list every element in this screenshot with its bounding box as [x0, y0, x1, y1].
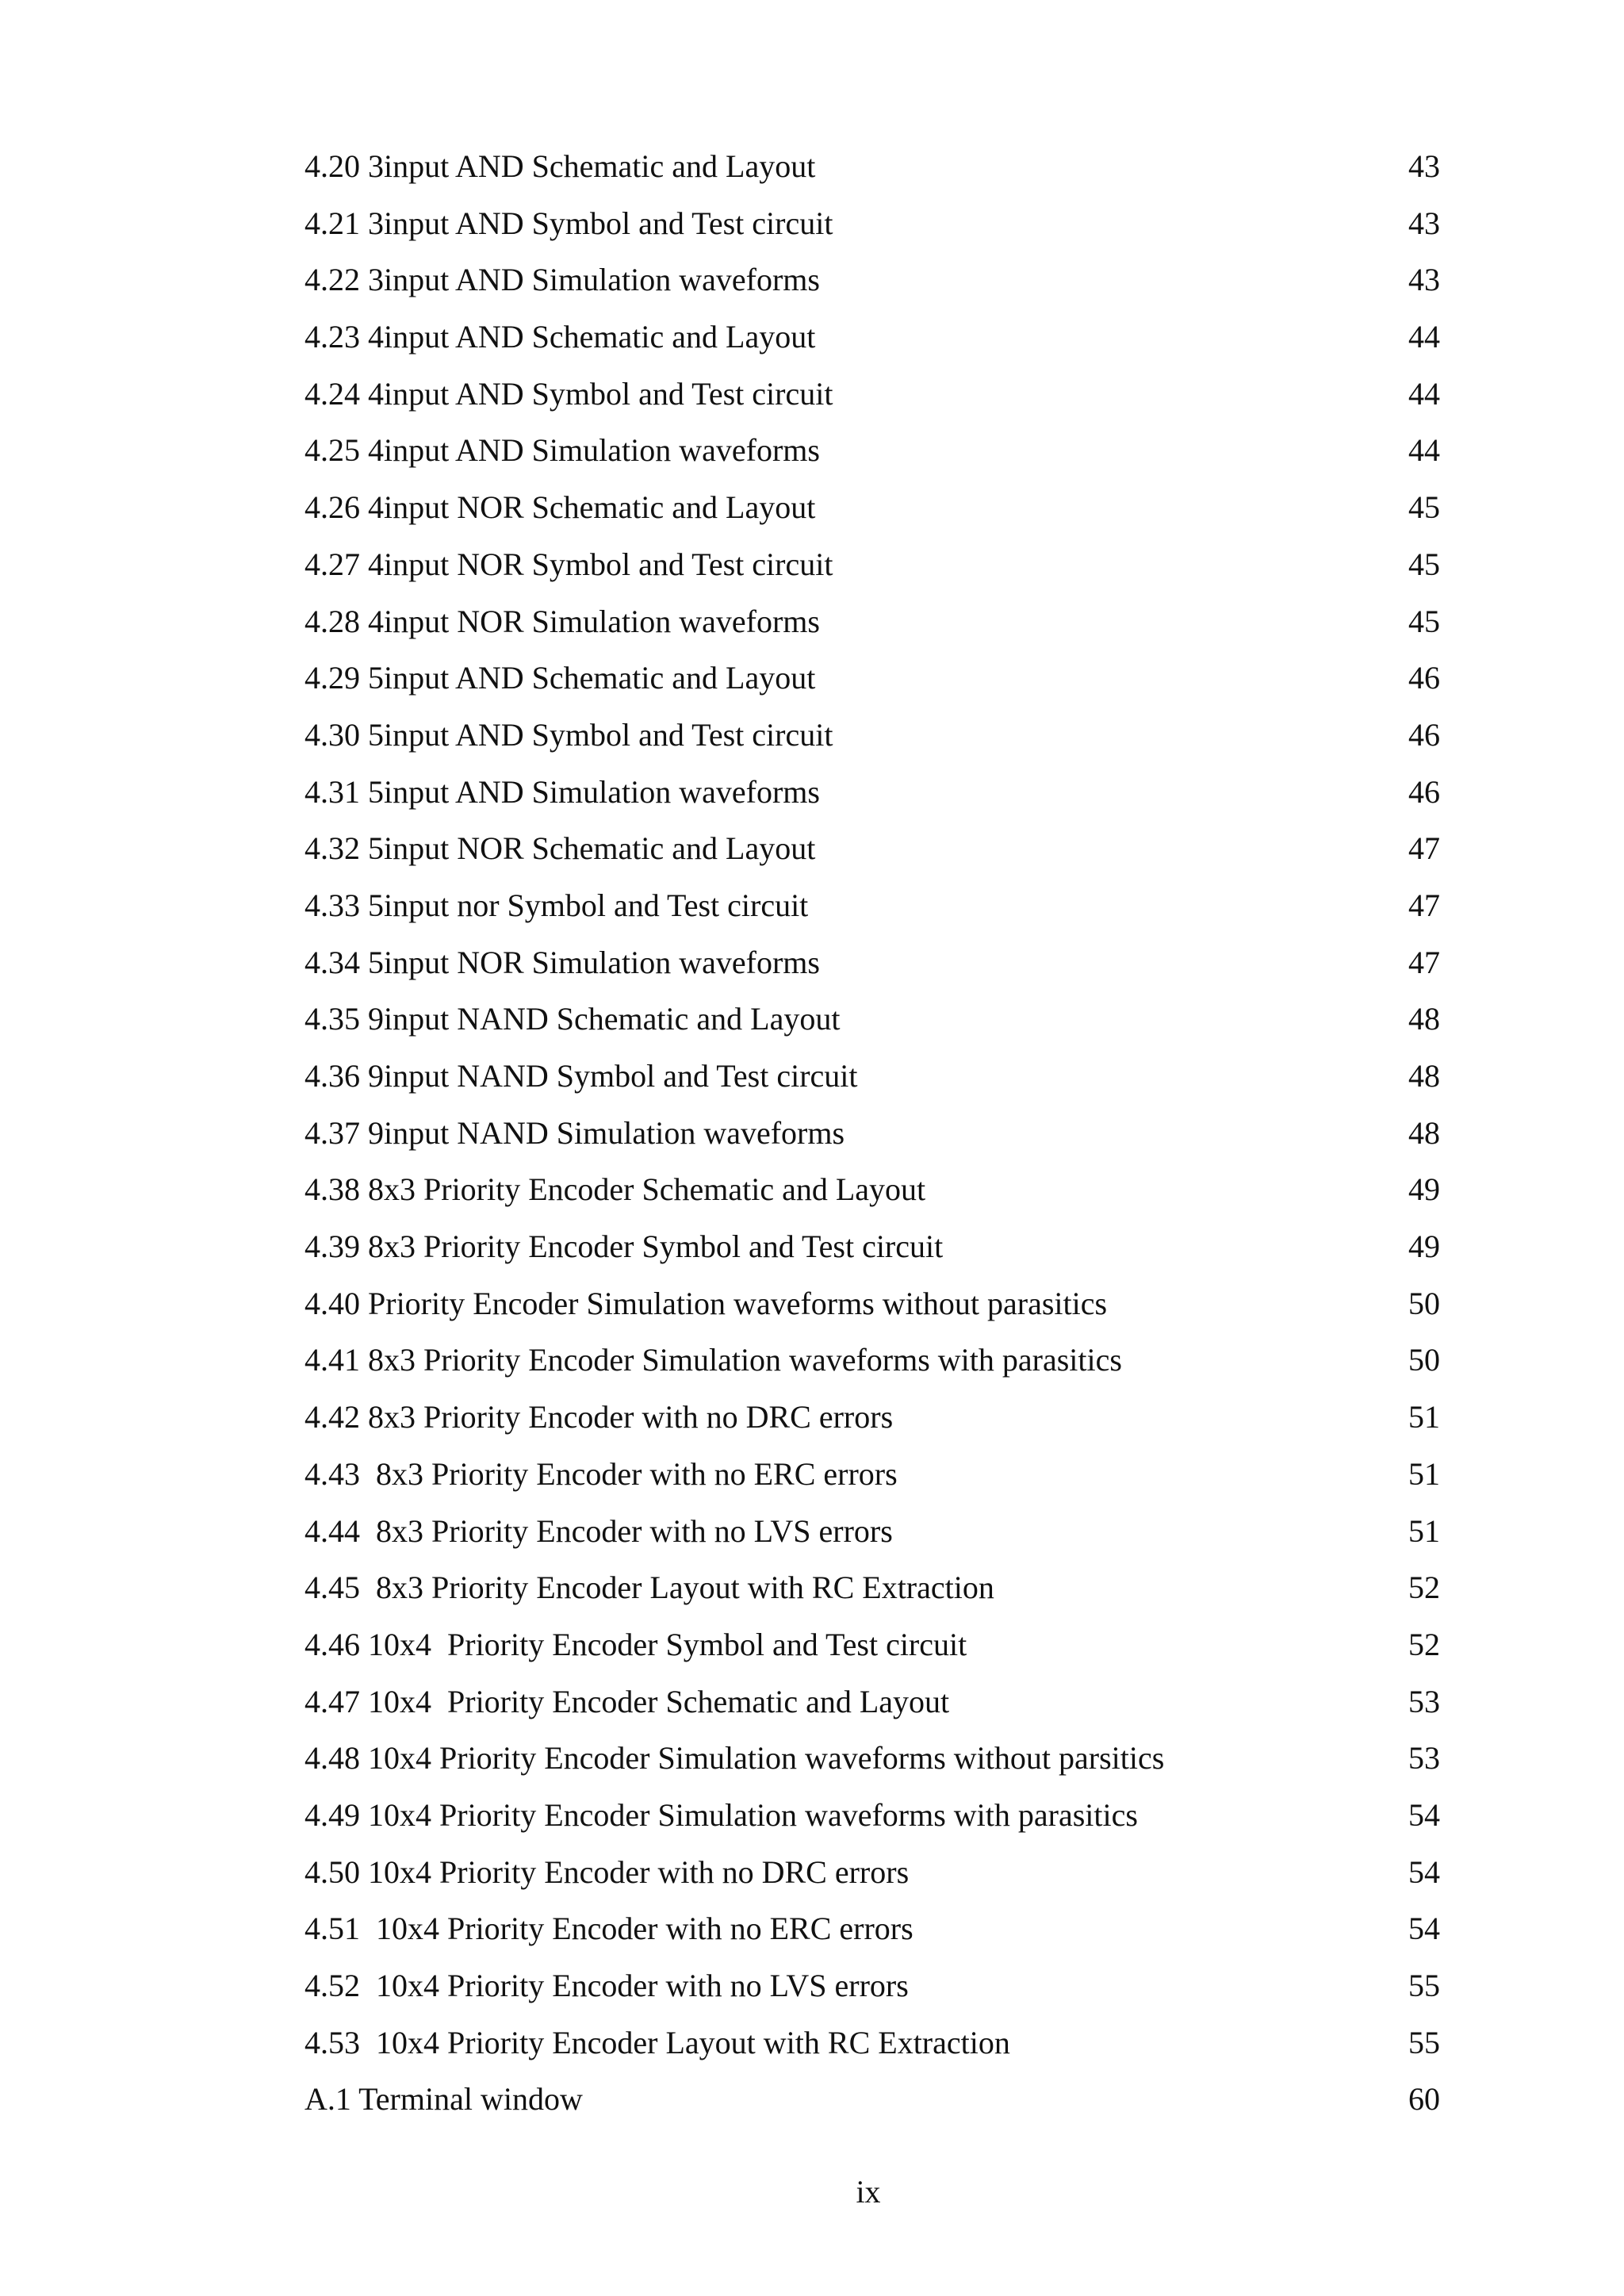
toc-entry-page: 55	[1408, 1968, 1440, 2003]
toc-entry-title: A.1 Terminal window	[304, 2081, 583, 2118]
toc-entry[interactable]	[304, 1224, 1440, 1281]
toc-entry-page: 50	[1408, 1285, 1440, 1321]
toc-entry[interactable]	[304, 769, 1440, 826]
toc-entry[interactable]	[304, 1565, 1440, 1622]
toc-entry-page: 54	[1408, 1911, 1440, 1947]
toc-entry-page: 45	[1408, 603, 1440, 639]
toc-entry-page: 44	[1408, 375, 1440, 412]
toc-entry-title: 4.29 5input AND Schematic and Layout	[304, 660, 816, 696]
toc-entry-page: 60	[1408, 2081, 1440, 2118]
toc-entry-title: 4.47 10x4 Priority Encoder Schematic and Layout	[304, 1683, 950, 1719]
toc-entry-page: 47	[1408, 887, 1440, 923]
toc-entry-page: 49	[1408, 1171, 1440, 1208]
toc-entry-page: 53	[1408, 1683, 1440, 1719]
toc-entry-page: 54	[1408, 1796, 1440, 1833]
toc-entry-page: 52	[1408, 1570, 1440, 1606]
toc-entry-page: 45	[1408, 546, 1440, 582]
toc-entry[interactable]	[304, 201, 1440, 258]
toc-entry[interactable]	[304, 1167, 1440, 1224]
toc-entry-title: 4.24 4input AND Symbol and Test circuit	[304, 375, 833, 412]
toc-entry[interactable]	[304, 1508, 1440, 1566]
toc-entry-page: 44	[1408, 319, 1440, 355]
toc-entry-title: 4.31 5input AND Simulation waveforms	[304, 773, 820, 810]
toc-entry-page: 53	[1408, 1740, 1440, 1777]
toc-entry-title: 4.39 8x3 Priority Encoder Symbol and Test circuit	[304, 1228, 944, 1265]
toc-entry-page: 47	[1408, 944, 1440, 980]
toc-entry[interactable]	[304, 2076, 1440, 2133]
toc-entry[interactable]	[304, 1110, 1440, 1167]
toc-entry-title: 4.33 5input nor Symbol and Test circuit	[304, 887, 809, 923]
toc-entry[interactable]	[304, 144, 1440, 201]
toc-entry-title: 4.51 10x4 Priority Encoder with no ERC errors	[304, 1911, 914, 1947]
toc-entry[interactable]	[304, 1053, 1440, 1110]
toc-entry-page: 46	[1408, 716, 1440, 753]
toc-entry[interactable]	[304, 599, 1440, 656]
toc-entry-title: 4.28 4input NOR Simulation waveforms	[304, 603, 820, 639]
toc-entry-title: 4.27 4input NOR Symbol and Test circuit	[304, 546, 833, 582]
toc-entry[interactable]	[304, 1906, 1440, 1963]
toc-entry-title: 4.50 10x4 Priority Encoder with no DRC errors	[304, 1853, 910, 1890]
page-number: ix	[856, 2174, 881, 2210]
toc-entry[interactable]	[304, 1792, 1440, 1849]
toc-entry-page: 46	[1408, 660, 1440, 696]
toc-entry-page: 51	[1408, 1399, 1440, 1435]
toc-entry[interactable]	[304, 542, 1440, 599]
toc-entry-title: 4.46 10x4 Priority Encoder Symbol and Test circuit	[304, 1626, 967, 1662]
toc-entry-title: 4.36 9input NAND Symbol and Test circuit	[304, 1058, 858, 1094]
toc-entry-page: 43	[1408, 262, 1440, 298]
toc-entry[interactable]	[304, 883, 1440, 940]
toc-entry[interactable]	[304, 371, 1440, 428]
toc-entry-title: 4.38 8x3 Priority Encoder Schematic and Layout	[304, 1171, 926, 1208]
toc-entry-page: 51	[1408, 1512, 1440, 1549]
toc-entry-page: 43	[1408, 148, 1440, 184]
toc-entry-title: 4.45 8x3 Priority Encoder Layout with RC Extraction	[304, 1570, 994, 1606]
toc-entry-title: 4.23 4input AND Schematic and Layout	[304, 319, 816, 355]
toc-entry-title: 4.21 3input AND Symbol and Test circuit	[304, 205, 833, 241]
toc-entry[interactable]	[304, 940, 1440, 997]
toc-entry[interactable]	[304, 712, 1440, 769]
toc-entry-title: 4.49 10x4 Priority Encoder Simulation waveforms with parasitics	[304, 1796, 1138, 1833]
toc-entry-title: 4.48 10x4 Priority Encoder Simulation waveforms without parsitics	[304, 1740, 1165, 1777]
toc-entry-title: 4.22 3input AND Simulation waveforms	[304, 262, 820, 298]
toc-entry-title: 4.20 3input AND Schematic and Layout	[304, 148, 816, 184]
toc-entry[interactable]	[304, 1735, 1440, 1792]
toc-entry-title: 4.26 4input NOR Schematic and Layout	[304, 489, 816, 526]
toc-entry[interactable]	[304, 1394, 1440, 1451]
toc-entry-title: 4.34 5input NOR Simulation waveforms	[304, 944, 820, 980]
toc-entry-title: 4.25 4input AND Simulation waveforms	[304, 432, 820, 469]
toc-entry-page: 48	[1408, 1058, 1440, 1094]
toc-entry-title: 4.30 5input AND Symbol and Test circuit	[304, 716, 833, 753]
toc-entry-page: 51	[1408, 1455, 1440, 1492]
toc-entry-title: 4.53 10x4 Priority Encoder Layout with RC Extraction	[304, 2024, 1010, 2060]
toc-entry[interactable]	[304, 485, 1440, 542]
toc-entry-page: 49	[1408, 1228, 1440, 1265]
toc-entry[interactable]	[304, 655, 1440, 712]
toc-entry-title: 4.43 8x3 Priority Encoder with no ERC errors	[304, 1455, 898, 1492]
toc-entry[interactable]	[304, 427, 1440, 485]
toc-entry-title: 4.52 10x4 Priority Encoder with no LVS errors	[304, 1968, 909, 2003]
toc-entry-title: 4.42 8x3 Priority Encoder with no DRC errors	[304, 1399, 894, 1435]
toc-entry-page: 54	[1408, 1853, 1440, 1890]
toc-entry[interactable]	[304, 314, 1440, 371]
toc-entry[interactable]	[304, 1281, 1440, 1338]
toc-entry[interactable]	[304, 257, 1440, 314]
toc-entry-title: 4.44 8x3 Priority Encoder with no LVS errors	[304, 1512, 893, 1549]
toc-entry[interactable]	[304, 1451, 1440, 1508]
toc-entry[interactable]	[304, 1679, 1440, 1736]
toc-entry-page: 50	[1408, 1342, 1440, 1378]
toc-entry-page: 48	[1408, 1001, 1440, 1037]
toc-entry-page: 52	[1408, 1626, 1440, 1662]
toc-entry[interactable]	[304, 2020, 1440, 2077]
toc-entry-page: 45	[1408, 489, 1440, 526]
toc-entry-page: 46	[1408, 773, 1440, 810]
toc-entry[interactable]	[304, 1622, 1440, 1679]
toc-entry-title: 4.35 9input NAND Schematic and Layout	[304, 1001, 841, 1037]
toc-entry-page: 44	[1408, 432, 1440, 469]
toc-entry[interactable]	[304, 826, 1440, 883]
toc-entry[interactable]	[304, 996, 1440, 1053]
toc-entry-page: 48	[1408, 1114, 1440, 1151]
toc-entry[interactable]	[304, 1337, 1440, 1394]
toc-entry-title: 4.37 9input NAND Simulation waveforms	[304, 1114, 845, 1151]
toc-entry-page: 47	[1408, 830, 1440, 867]
list-of-figures	[304, 144, 1440, 2133]
toc-entry-page: 43	[1408, 205, 1440, 241]
toc-entry-title: 4.40 Priority Encoder Simulation waveforms without parasitics	[304, 1285, 1108, 1321]
toc-entry-page: 55	[1408, 2024, 1440, 2060]
toc-entry[interactable]	[304, 1963, 1440, 2020]
toc-entry-title: 4.41 8x3 Priority Encoder Simulation waveforms with parasitics	[304, 1342, 1122, 1378]
toc-entry[interactable]	[304, 1849, 1440, 1907]
toc-entry-title: 4.32 5input NOR Schematic and Layout	[304, 830, 816, 867]
